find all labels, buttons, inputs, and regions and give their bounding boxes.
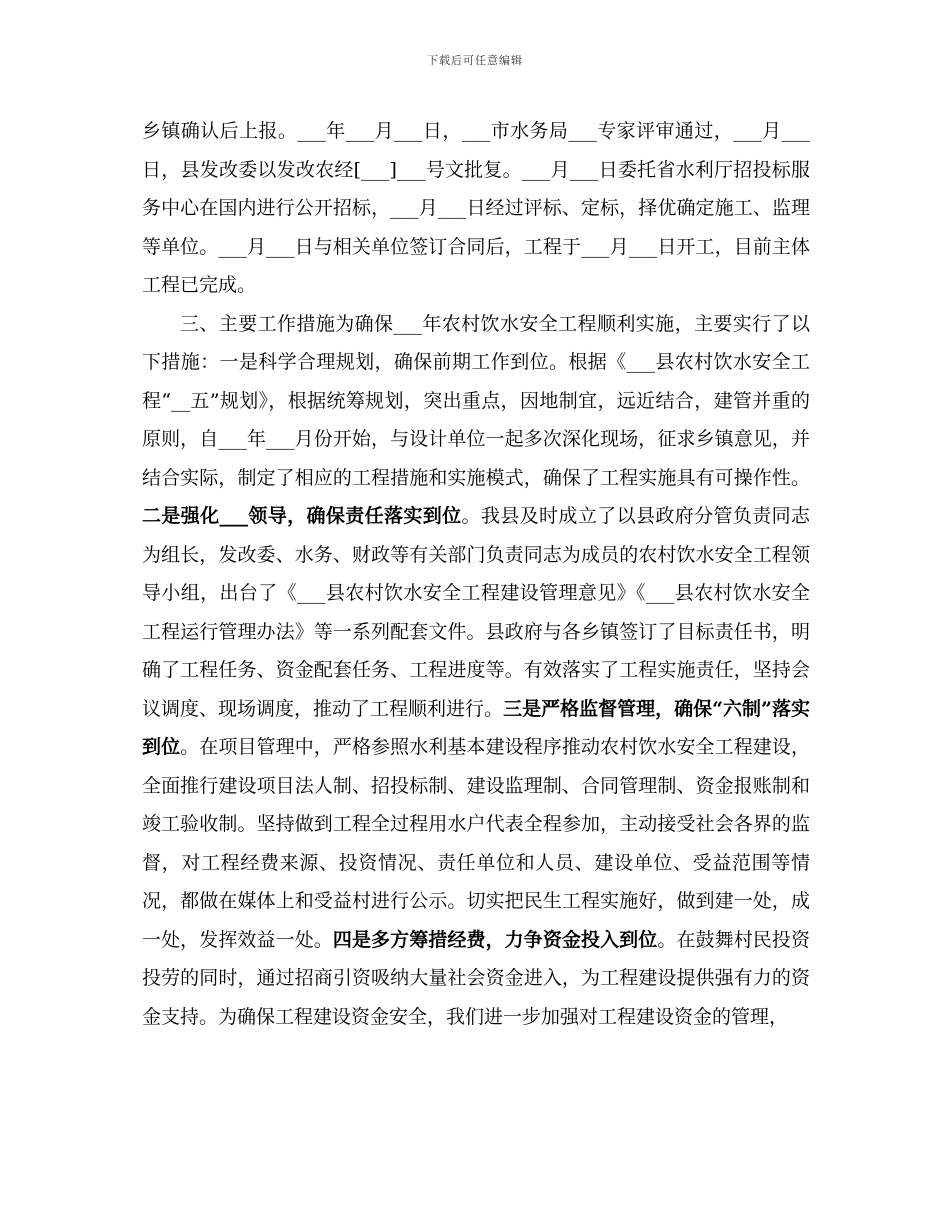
paragraph-text: 。在项目管理中，严格参照水利基本建设程序推动农村饮水安全工程建设，全面推行建设项目法人制、招投标制、建设监理制、合同管理制、资金报账制和竣工验收制。坚持做到工程全过程用水户代表全程参加，主动接受社会各界的监督，对工程经费来源、投资情况、责任单位和人员、建设单位、受益范围等情况，都做在媒体上和受益村进行公示。切实把民生工程实施好，做到建一处，成一处，发挥效益一处。 (142, 736, 810, 951)
paragraph-text: 。在鼓舞村民投资投劳的同时，通过招商引资吸纳大量社会资金进入，为工程建设提供强有力的资金支持。为确保工程建设资金安全，我们进一步加强对工程建设资金的管理， (142, 928, 810, 1028)
bold-heading-2: 二是强化___领导，确保责任落实到位 (142, 505, 462, 527)
document-body (142, 112, 810, 1036)
paragraph-text: 三、主要工作措施为确保___年农村饮水安全工程顺利实施，主要实行了以下措施：一是科学合理规划，确保前期工作到位。根据《___县农村饮水安全工程“__五”规划》，根据统筹规划，突出重点，因地制宜，远近结合，建管并重的原则，自___年___月份开始，与设计单位一起多次深化现场，征求乡镇意见，并结合实际，制定了相应的工程措施和实施模式，确保了工程实施具有可操作性。 (142, 312, 810, 489)
page-header: 下载后可任意编辑 (427, 54, 523, 67)
paragraph-2 (142, 305, 810, 1037)
paragraph-text: 。我县及时成立了以县政府分管负责同志为组长，发改委、水务、财政等有关部门负责同志为成员的农村饮水安全工程领导小组，出台了《___县农村饮水安全工程建设管理意见》《___县农村饮水安全工程运行管理办法》等一系列配套文件。县政府与各乡镇签订了目标责任书，明确了工程任务、资金配套任务、工程进度等。有效落实了工程实施责任，坚持会议调度、现场调度，推动了工程顺利进行。 (142, 505, 810, 720)
bold-heading-3: 三是严格监督管理，确保“六制”落实到位 (142, 697, 810, 758)
paragraph-1 (142, 112, 810, 305)
paragraph-text: 乡镇确认后上报。___年___月___日，___市水务局___专家评审通过，___月___日，县发改委以发改农经[___]___号文批复。___月___日委托省水利厅招投标服务中心在国内进行公开招标，___月___日经过评标、定标，择优确定施工、监理等单位。___月___日与相关单位签订合同后，工程于___月___日开工，目前主体工程已完成。 (142, 120, 810, 296)
bold-heading-4: 四是多方筹措经费，力争资金投入到位 (332, 928, 658, 951)
